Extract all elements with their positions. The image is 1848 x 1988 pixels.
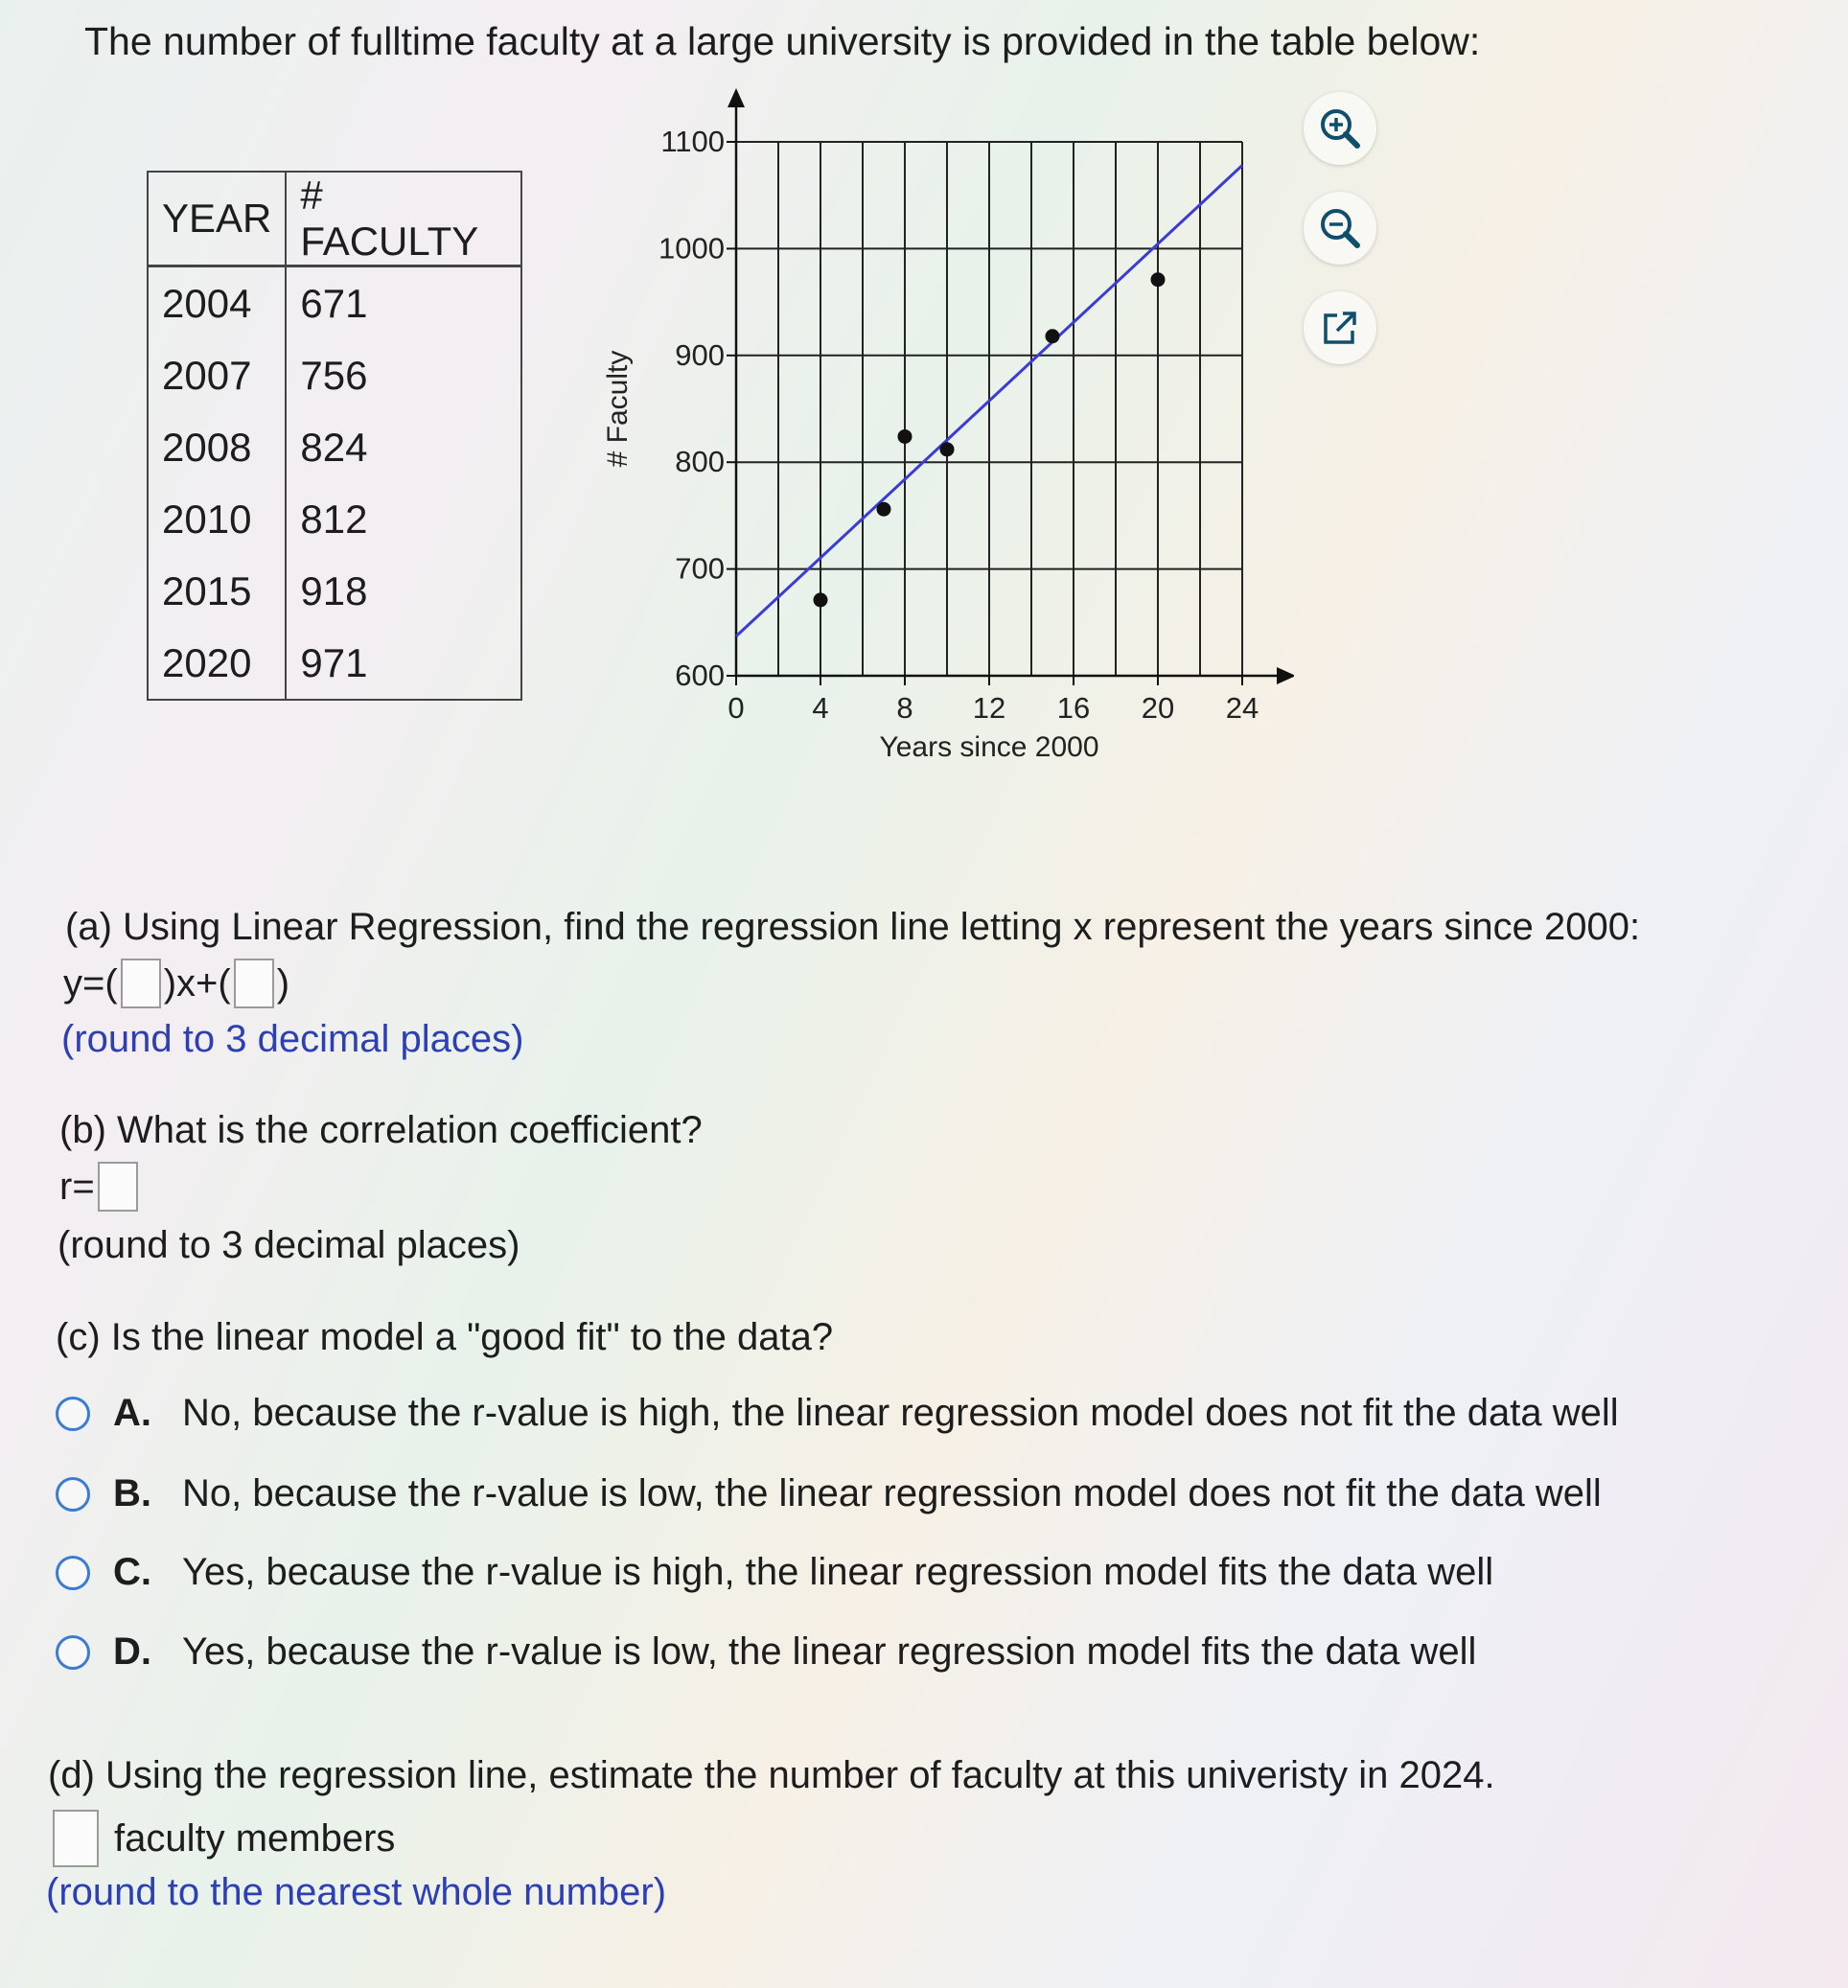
table-row [148,483,521,555]
open-external-button[interactable] [1304,291,1376,364]
x-tick-label: 20 [1141,691,1175,725]
x-tick-label: 24 [1225,691,1259,725]
cell-year: 2010 [162,496,252,542]
cell-year: 2015 [162,567,252,613]
faculty-table [147,171,522,701]
x-axis-label: Years since 2000 [879,731,1099,763]
option-a[interactable] [56,1392,1619,1435]
x-axis-arrow [1277,667,1294,684]
equation-prefix: y=( [63,961,118,1005]
table-row [148,266,521,340]
x-tick-label: 4 [812,691,829,725]
correlation-equation [59,1162,141,1212]
y-axis-label: # Faculty [602,350,634,468]
table-row [148,411,521,483]
column-header-year: YEAR [148,172,286,266]
option-letter: D. [113,1630,151,1673]
chart-canvas [585,86,1294,776]
radio-option-d[interactable] [56,1635,90,1670]
slope-input[interactable] [121,959,161,1008]
estimate-input[interactable] [53,1810,99,1867]
y-tick-label: 600 [675,659,725,692]
intercept-input[interactable] [234,959,274,1008]
option-letter: B. [113,1472,151,1514]
table-row [148,555,521,627]
option-text: Yes, because the r-value is low, the linear regression model fits the data well [182,1630,1477,1673]
radio-option-b[interactable] [56,1477,90,1512]
cell-faculty: 971 [286,627,521,700]
estimate-suffix: faculty members [114,1816,396,1860]
equation-suffix: ) [276,961,290,1005]
y-tick-label: 800 [675,445,725,479]
data-point [1046,329,1060,343]
open-external-icon [1318,306,1362,350]
cell-year: 2008 [162,424,252,470]
x-tick-label: 0 [728,691,745,725]
table-row [148,627,521,700]
x-tick-label: 8 [896,691,913,725]
y-tick-label: 900 [675,337,725,372]
data-point [940,442,955,456]
option-text: Yes, because the r-value is high, the linear regression model fits the data well [182,1551,1494,1593]
cell-year: 2007 [162,352,252,398]
table-row [148,339,521,411]
data-point [1151,272,1166,287]
cell-faculty: 812 [286,483,521,555]
correlation-input[interactable] [98,1162,138,1212]
question-a: (a) Using Linear Regression, find the regression line letting x represent the years since 2000: [65,906,1641,948]
rounding-note-a: (round to 3 decimal places) [61,1018,524,1060]
option-letter: C. [113,1551,151,1593]
cell-faculty: 756 [286,339,521,411]
cell-year: 2020 [162,639,252,685]
y-tick-label: 700 [675,551,725,586]
option-text: No, because the r-value is high, the linear regression model does not fit the data well [182,1392,1619,1434]
question-c: (c) Is the linear model a "good fit" to the data? [56,1316,834,1358]
question-b: (b) What is the correlation coefficient? [59,1109,703,1151]
table-header-row [148,172,521,266]
column-header-faculty: # FACULTY [286,172,521,266]
equation-middle: )x+( [163,961,231,1005]
option-c[interactable] [56,1551,1493,1594]
zoom-out-icon [1315,203,1365,253]
x-tick-label: 16 [1056,691,1091,725]
r-prefix: r= [59,1165,95,1208]
option-d[interactable] [56,1630,1476,1674]
cell-faculty: 671 [286,266,521,340]
cell-year: 2004 [162,280,252,326]
cell-faculty: 824 [286,411,521,483]
radio-option-a[interactable] [56,1397,90,1431]
data-point [898,429,912,444]
y-tick-label: 1100 [660,125,725,158]
zoom-in-button[interactable] [1304,92,1376,165]
option-letter: A. [113,1392,151,1434]
zoom-out-button[interactable] [1304,192,1376,265]
y-tick-label: 1000 [658,231,725,266]
scatter-chart [585,86,1294,781]
estimate-row [50,1810,395,1867]
question-d: (d) Using the regression line, estimate the number of faculty at this univeristy in 2024. [48,1754,1495,1796]
option-text: No, because the r-value is low, the linear regression model does not fit the data well [182,1472,1602,1514]
data-point [877,502,891,517]
regression-equation [63,959,289,1008]
x-tick-label: 12 [972,691,1006,725]
data-point [814,592,828,607]
rounding-note-b: (round to 3 decimal places) [58,1224,520,1266]
intro-text: The number of fulltime faculty at a large university is provided in the table below: [84,19,1481,63]
cell-faculty: 918 [286,555,521,627]
option-b[interactable] [56,1472,1602,1515]
radio-option-c[interactable] [56,1556,90,1590]
zoom-in-icon [1315,104,1365,153]
y-axis-arrow [728,88,745,107]
rounding-note-d: (round to the nearest whole number) [46,1871,667,1913]
